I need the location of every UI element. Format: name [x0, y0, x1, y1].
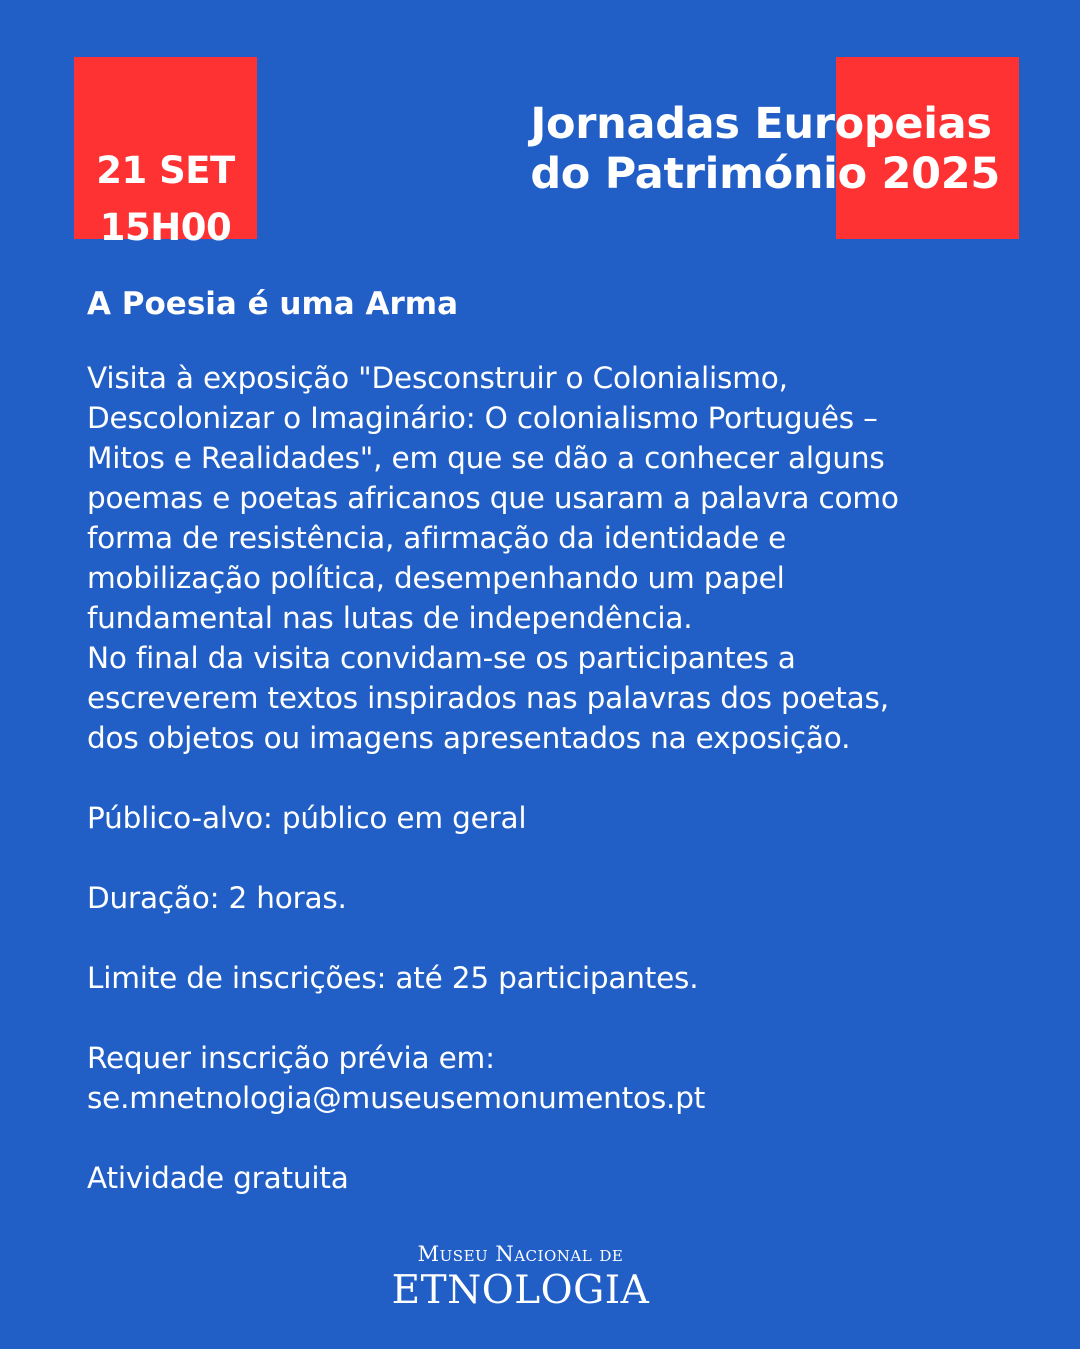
registration-label: Requer inscrição prévia em:: [87, 1041, 495, 1075]
spacer: [87, 838, 987, 878]
description-line: mobilização política, desempenhando um papel: [87, 561, 785, 595]
description-line: No final da visita convidam-se os participantes a: [87, 641, 796, 675]
museum-logo: [0, 1242, 1041, 1313]
duration-text: Duração: 2 horas.: [87, 881, 347, 915]
event-date: 21 SET: [96, 149, 235, 192]
header-title-line-1: Jornadas Europeias: [530, 99, 992, 149]
description-line: Visita à exposição "Desconstruir o Colonialismo,: [87, 361, 788, 395]
description-line: Descolonizar o Imaginário: O colonialismo Português –: [87, 401, 878, 435]
spacer: [87, 1118, 987, 1158]
header-title-line-2: do Património 2025: [530, 149, 1000, 199]
description-line: poemas e poetas africanos que usaram a palavra como: [87, 481, 899, 515]
logo-bottom-text: ETNOLOGIA: [391, 1268, 650, 1313]
price-text: Atividade gratuita: [87, 1161, 349, 1195]
event-title: A Poesia é uma Arma: [87, 286, 459, 322]
event-content: [87, 358, 987, 1198]
logo-top-text: Museu Nacional de: [417, 1242, 624, 1266]
header-title: [530, 99, 1000, 199]
event-time: 15H00: [99, 206, 232, 249]
spacer: [87, 758, 987, 798]
spacer: [87, 998, 987, 1038]
limit-text: Limite de inscrições: até 25 participantes.: [87, 961, 699, 995]
spacer: [87, 918, 987, 958]
description-line: forma de resistência, afirmação da identidade e: [87, 521, 787, 555]
description-line: fundamental nas lutas de independência.: [87, 601, 693, 635]
date-badge: [74, 57, 257, 249]
description-line: dos objetos ou imagens apresentados na exposição.: [87, 721, 851, 755]
description-line: escreverem textos inspirados nas palavras dos poetas,: [87, 681, 889, 715]
registration-email: se.mnetnologia@museusemonumentos.pt: [87, 1081, 706, 1115]
description-line: Mitos e Realidades", em que se dão a conhecer alguns: [87, 441, 885, 475]
audience-text: Público-alvo: público em geral: [87, 801, 527, 835]
